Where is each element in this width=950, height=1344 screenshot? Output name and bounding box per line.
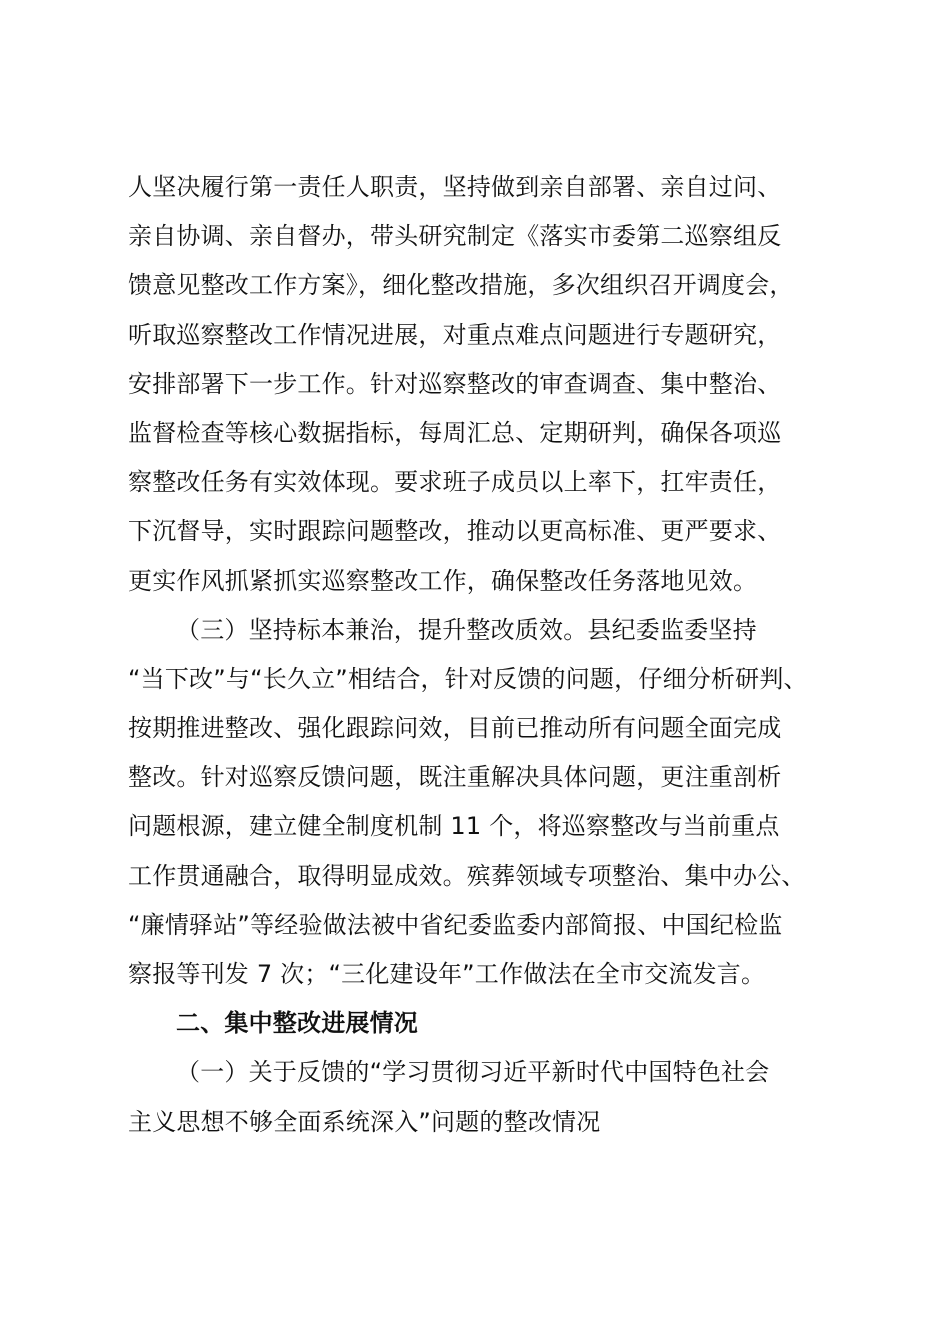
- text-line: “当下改”与“长久立”相结合，针对反馈的问题，仔细分析研判、: [128, 664, 808, 693]
- subsection-one-lead-line: （一）关于反馈的“学习贯彻习近平新时代中国特色社会: [176, 1058, 770, 1087]
- text-line: 亲自协调、亲自督办，带头研究制定《落实市委第二巡察组反: [128, 222, 782, 251]
- text-line: 监督检查等核心数据指标，每周汇总、定期研判，确保各项巡: [128, 418, 782, 447]
- text-line: 按期推进整改、强化跟踪问效，目前已推动所有问题全面完成: [128, 714, 782, 743]
- section-three-lead-line: （三）坚持标本兼治，提升整改质效。县纪委监委坚持: [176, 615, 757, 644]
- text-line: 工作贯通融合，取得明显成效。殡葬领域专项整治、集中办公、: [128, 861, 806, 890]
- text-line: 察整改任务有实效体现。要求班子成员以上率下，扛牢责任，: [128, 468, 782, 497]
- text-line: 安排部署下一步工作。针对巡察整改的审查调查、集中整治、: [128, 369, 782, 398]
- text-line: 听取巡察整改工作情况进展，对重点难点问题进行专题研究，: [128, 320, 782, 349]
- paragraph-section-three: [128, 606, 858, 1000]
- paragraph-responsibility: [128, 163, 858, 606]
- text-line: 察报等刊发 7 次；“三化建设年”工作做法在全市交流发言。: [128, 960, 766, 988]
- section-heading: 二、集中整改进展情况: [176, 1009, 418, 1038]
- text-line: 人坚决履行第一责任人职责，坚持做到亲自部署、亲自过问、: [128, 173, 782, 201]
- section-heading-two: [128, 999, 858, 1048]
- text-line: 下沉督导，实时跟踪问题整改，推动以更高标准、更严要求、: [128, 517, 782, 546]
- paragraph-subsection-one: [128, 1048, 858, 1146]
- text-line: 更实作风抓紧抓实巡察整改工作，确保整改任务落地见效。: [128, 566, 758, 595]
- text-line: 整改。针对巡察反馈问题，既注重解决具体问题，更注重剖析: [128, 763, 782, 792]
- text-line: “廉情驿站”等经验做法被中省纪委监委内部简报、中国纪检监: [128, 910, 783, 939]
- text-line: 主义思想不够全面系统深入”问题的整改情况: [128, 1107, 601, 1136]
- text-line: 馈意见整改工作方案》，细化整改措施，多次组织召开调度会，: [128, 271, 794, 300]
- document-body: [128, 163, 858, 1147]
- text-line: 问题根源，建立健全制度机制 11 个，将巡察整改与当前重点: [128, 812, 780, 841]
